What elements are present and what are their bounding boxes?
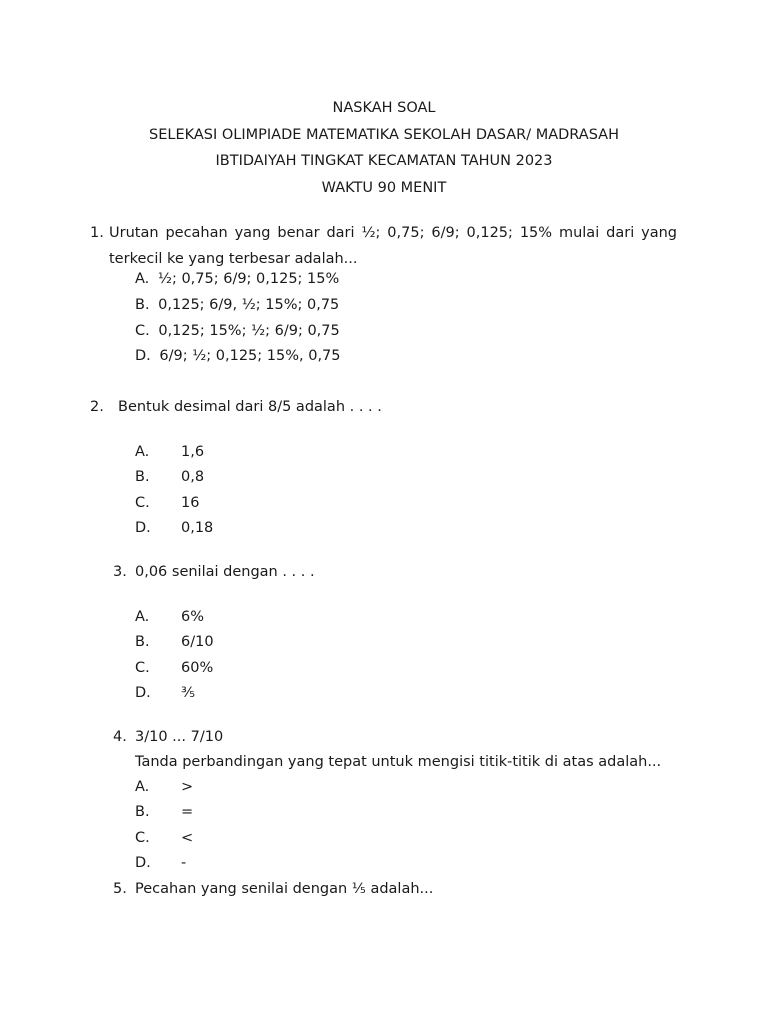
question-number: 1. [90,225,104,241]
document-header [0,95,768,201]
option-letter: B. [135,469,150,485]
question-number: 4. [113,729,127,745]
option-value: < [181,830,194,846]
option-letter: B. [135,804,150,820]
option-letter: C. [135,830,150,846]
option-value: 1,6 [181,444,205,460]
option-value: ⅗ [181,685,196,701]
option-value: 0,125; 15%; ½; 6/9; 0,75 [158,323,340,339]
question-text: 0,06 senilai dengan . . . . [135,564,315,580]
option-letter: A. [135,779,150,795]
option-b [135,297,339,313]
option-letter: C. [135,660,150,676]
option-d [135,348,341,364]
option-letter: D. [135,520,151,536]
question-number: 5. [113,881,127,897]
question-number: 3. [113,564,127,580]
question-text: 3/10 ... 7/10 [135,729,224,745]
option-letter: D. [135,685,151,701]
header-subtitle-cont: IBTIDAIYAH TINGKAT KECAMATAN TAHUN 2023 [215,153,553,169]
option-letter: C. [135,323,150,339]
option-value: 0,125; 6/9, ½; 15%; 0,75 [158,297,340,313]
header-title: NASKAH SOAL [332,100,436,116]
option-value: 0,8 [181,469,205,485]
option-value: 6/10 [181,634,214,650]
question-number: 2. [90,399,104,415]
option-value: 6% [181,609,205,625]
option-value: ½; 0,75; 6/9; 0,125; 15% [157,271,340,287]
option-value: 6/9; ½; 0,125; 15%, 0,75 [159,348,341,364]
option-letter: D. [135,855,151,871]
option-value: 16 [181,495,200,511]
option-value: = [181,804,194,820]
option-letter: D. [135,348,151,364]
option-a [135,271,339,287]
option-letter: B. [135,297,150,313]
option-letter: A. [135,271,150,287]
question-1 [90,220,677,272]
option-letter: C. [135,495,150,511]
question-subtext: Tanda perbandingan yang tepat untuk mengisi titik-titik di atas adalah... [135,754,662,770]
header-subtitle: SELEKASI OLIMPIADE MATEMATIKA SEKOLAH DASAR/ MADRASAH [149,126,619,143]
option-letter: A. [135,609,150,625]
option-value: 60% [181,660,214,676]
question-text: Bentuk desimal dari 8/5 adalah . . . . [118,399,382,415]
question-text: Pecahan yang senilai dengan ⅕ adalah... [135,881,434,897]
option-value: > [181,779,194,795]
header-duration: WAKTU 90 MENIT [321,179,447,196]
option-letter: A. [135,444,150,460]
option-c [135,323,340,339]
option-letter: B. [135,634,150,650]
option-value: - [181,855,187,871]
question-text: Urutan pecahan yang benar dari ½; 0,75; 6/9; 0,125; 15% mulai dari yang terkecil ke yang terbesar adalah... [109,225,677,267]
option-value: 0,18 [181,520,214,536]
